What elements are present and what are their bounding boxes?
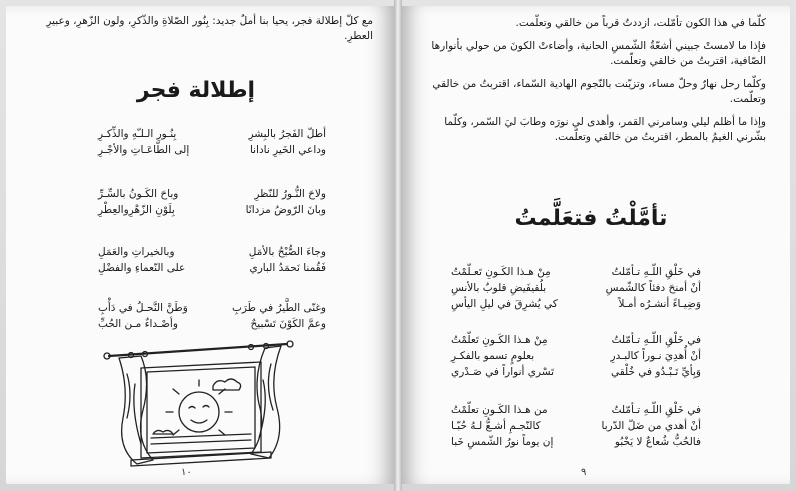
verse-line <box>451 434 701 450</box>
verse-line <box>451 264 701 280</box>
verse-left: من هـذا الكَـونِ تعلّمْتُ <box>451 404 548 416</box>
verse-right: أنْ أُهدِيَ نـوراً كالبـدرِ <box>610 350 701 362</box>
paragraph: وكلّما رحل نهارٌ وحلّ مساء، وتزيّنت بالنّجوم الهادية السّماء، اقتربتُ من خالقي وتعلّمت. <box>432 78 766 105</box>
right-prose <box>421 16 766 153</box>
poem-title: إطلالة فجر <box>136 78 256 103</box>
verse-line <box>451 332 701 348</box>
verse-left: مِنْ هـذا الكَـونِ تَعلّمْتُ <box>451 334 548 346</box>
verse-right: وَبِأيِّ تَـبْـدُو في خُلْقي <box>610 366 701 378</box>
verse-right: وبانَ الرّوضُ مزدانًا <box>245 204 326 216</box>
verse-line <box>98 260 326 276</box>
verse-left: كالنّجـمِ أشـعُّ لـهُ حُبّـا <box>451 420 541 432</box>
verse-line <box>98 300 326 316</box>
verse-left: بِنُـورِ الـلـّهِ والذِّكـرِ <box>98 128 177 140</box>
verse-right: وعمَّ الكَوْنَ تَسْبيحٌ <box>250 318 326 330</box>
verse-left: وَطَنَّ النَّحـلُ في دَأْبِ <box>98 302 188 314</box>
verse-right: ولاحَ النُّـورُ للنّظرِ <box>254 188 326 200</box>
page-number: ٩ <box>581 467 587 478</box>
verse-right: أنْ أمنحَ دفئاً كالشّمسِ <box>605 282 701 294</box>
left-intro <box>28 14 373 52</box>
verse-line <box>451 418 701 434</box>
verse-right: فالحُبُّ شُعاعٌ لا يَخْبُو <box>614 436 701 448</box>
verse-line <box>451 402 701 418</box>
verse-line <box>451 348 701 364</box>
left-page <box>6 6 395 484</box>
verse-left: بِلَوْنِ الزّهْرِوالعِطْرِ <box>98 204 175 216</box>
verse-line <box>98 186 326 202</box>
paragraph: فإذا ما لامستْ جبيني أشعّةُ الشّمسِ الحانية، وأضاءتْ الكونَ من حولي بأنوارها الصّافية، اقتربتُ من خالقي وتعلّمت. <box>431 40 766 67</box>
verse-left: بعلومٍ تسمو بالفكـرِ <box>451 350 535 362</box>
verse-left: إلى الطّاعَـاتِ والأجْـرِ <box>98 144 190 156</box>
verse-left: تَسْري أنواراً في صَـدْري <box>451 366 555 378</box>
right-page <box>401 6 790 484</box>
verse-line <box>98 142 326 158</box>
verse-right: وداعي الخَيرِ نادانا <box>249 144 326 156</box>
verse-left: وأصْـداءٌ مـن الحُبِّ <box>98 318 178 330</box>
left-stanza-2 <box>98 186 326 218</box>
verse-line <box>98 244 326 260</box>
verse-right: فَقُمنا نَحمَدُ الباري <box>249 262 326 274</box>
verse-line <box>98 126 326 142</box>
verse-right: وجاءَ الصُّبْحُ بالأمَلِ <box>248 246 326 258</box>
verse-left: بلُقيفَيضِ قلوبٌ بالأنسِ <box>451 282 547 294</box>
verse-right: في خَلْقِ اللّـهِ تـأمّلتُ <box>611 266 701 278</box>
verse-left: وباحَ الكَـونُ بالسِّـرِّ <box>98 188 179 200</box>
page-number: ١٠ <box>181 467 192 478</box>
verse-left: مِنْ هـذا الكَـونِ تَعـلّمْتُ <box>451 266 551 278</box>
verse-right: في خَلْقِ اللّـهِ تـأمّلتُ <box>611 404 701 416</box>
verse-left: وبالخيراتِ والعَمَلِ <box>98 246 175 258</box>
verse-left: إن يوماً نورُ الشّمسِ خَبا <box>451 436 554 448</box>
verse-right: وَضِيـاءً أنشـرُه أمـلاً <box>618 298 701 310</box>
left-stanza-3 <box>98 244 326 276</box>
verse-line <box>98 202 326 218</box>
verse-line <box>451 280 701 296</box>
left-stanza-1 <box>98 126 326 158</box>
right-stanza-2 <box>451 332 701 380</box>
right-stanza-1 <box>451 264 701 312</box>
verse-line <box>451 364 701 380</box>
paragraph: كلّما في هذا الكون تأمّلت، ازددتُ قرباً من خالقي وتعلّمت. <box>515 17 766 29</box>
verse-line <box>98 316 326 332</box>
verse-right: وغنّى الطَّيرُ في طَرَبِ <box>232 302 326 314</box>
left-stanza-4 <box>98 300 326 332</box>
verse-right: أطلّ الفَجرُ بالبِشرِ <box>248 128 326 140</box>
verse-right: أنْ أهدي من ضَلّ الدّربا <box>601 420 701 432</box>
poem-title: تأمَّلْتُ فتعَلَّمتُ <box>514 206 668 231</box>
paragraph: وإذا ما أظلم ليلي وسامرني القمر، وأهدى لي نورَه وطابَ ليَ السّمر، وكلّما بشّرني الغيمُ بالمطر، اقتربتُ من خالقي وتعلّمت. <box>444 116 766 143</box>
verse-left: كي يُشرِقَ في ليلِ اليأسِ <box>451 298 558 310</box>
verse-left: على النّعماءِ والفضْلِ <box>98 262 186 274</box>
verse-line <box>451 296 701 312</box>
intro-text: مع كلّ إطلالة فجر، يحيا بنا أملٌ جديد: بِنُور الصّلاةِ والذّكرِ، ولون الزّهرِ، وعبيرِ العطرِ. <box>46 15 373 42</box>
window-sun-illustration <box>101 334 301 476</box>
verse-right: في خَلْقِ اللّـهِ تـأمّلتُ <box>611 334 701 346</box>
right-stanza-3 <box>451 402 701 450</box>
